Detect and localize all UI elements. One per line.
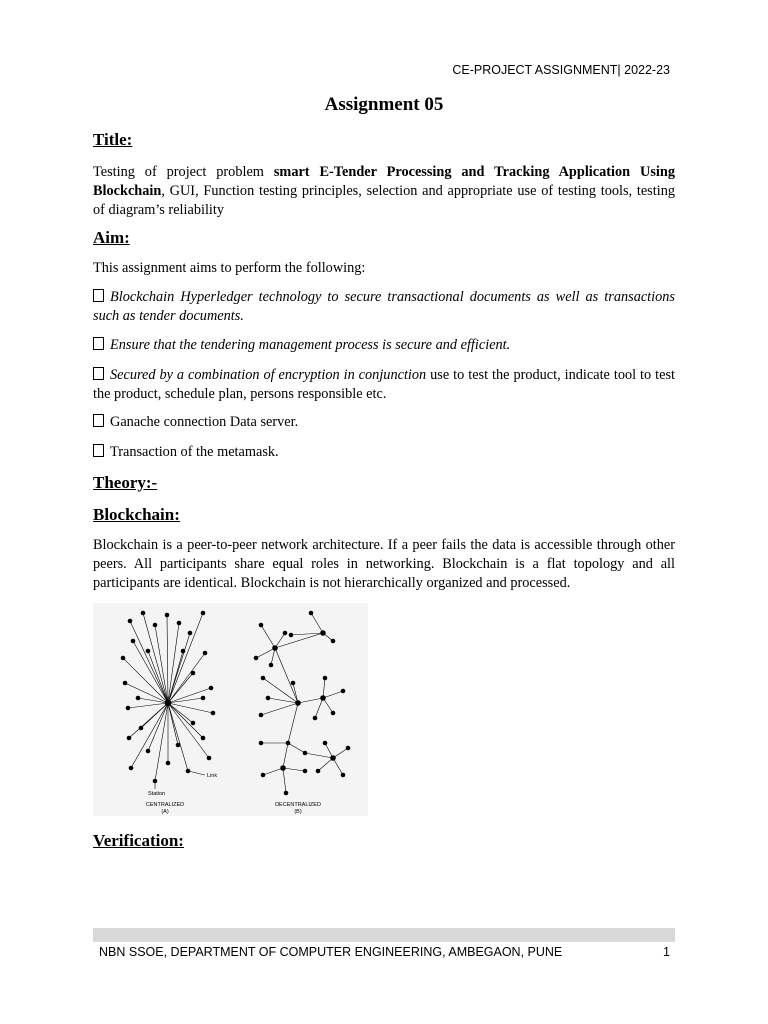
aim-item-4-normal: Ganache connection Data server. [110,414,299,430]
footer-band [93,928,675,942]
aim-item-3-normal: use to test the product, indicate tool to test the product, schedule plan, persons responsible etc. [93,367,675,402]
aim-item-5-normal: Transaction of the metamask. [110,444,279,460]
bullet-box-icon [93,367,104,380]
theory-heading: Theory:- [93,473,158,492]
aim-item-3 [93,366,675,404]
bullet-box-icon [93,289,104,302]
aim-item-1 [93,288,675,326]
centralized-label: CENTRALIZED [145,802,185,808]
title-paragraph [93,163,675,220]
footer-text: NBN SSOE, DEPARTMENT OF COMPUTER ENGINEERING, AMBEGAON, PUNE [99,945,563,959]
aim-item-2-italic: Ensure that the tendering management process is secure and efficient. [110,337,511,353]
aim-item-3-italic: Secured by a combination of encryption in conjunction [110,367,427,383]
title-text-suffix: , GUI, Function testing principles, selection and appropriate use of testing tools, testing of diagram’s reliability [93,183,675,218]
blockchain-heading: Blockchain: [93,505,180,524]
aim-item-1-italic: Blockchain Hyperledger technology to secure transactional documents as well as transactions such as tender documents. [93,289,675,324]
page-number: 1 [663,945,670,959]
page-title: Assignment 05 [324,94,444,115]
network-topology-figure [93,603,368,816]
aim-item-5 [93,443,675,462]
centralized-sub: (A) [161,809,169,815]
title-text-bold: smart E-Tender Processing and Tracking Application Using Blockchain [93,164,675,199]
header-right-text: CE-PROJECT ASSIGNMENT| 2022-23 [452,63,670,77]
blockchain-paragraph: Blockchain is a peer-to-peer network architecture. If a peer fails the data is accessible through other peers. All participants share equal roles in networking. Blockchain is a flat topology and all participants are identical. Blockchain is not hierarchically organized and processed. [93,537,675,591]
verification-heading: Verification: [93,831,184,850]
title-text-prefix: Testing of project problem [93,164,274,180]
bullet-box-icon [93,414,104,427]
aim-item-2 [93,336,675,355]
bullet-box-icon [93,337,104,350]
link-label: Link [207,773,218,779]
station-label: Station [148,791,166,797]
decentralized-label: DECENTRALIZED [275,802,321,808]
title-heading: Title: [93,130,133,149]
aim-heading: Aim: [93,228,130,247]
aim-intro: This assignment aims to perform the following: [93,260,366,276]
bullet-box-icon [93,444,104,457]
decentralized-sub: (B) [294,809,302,815]
aim-item-4 [93,413,675,432]
